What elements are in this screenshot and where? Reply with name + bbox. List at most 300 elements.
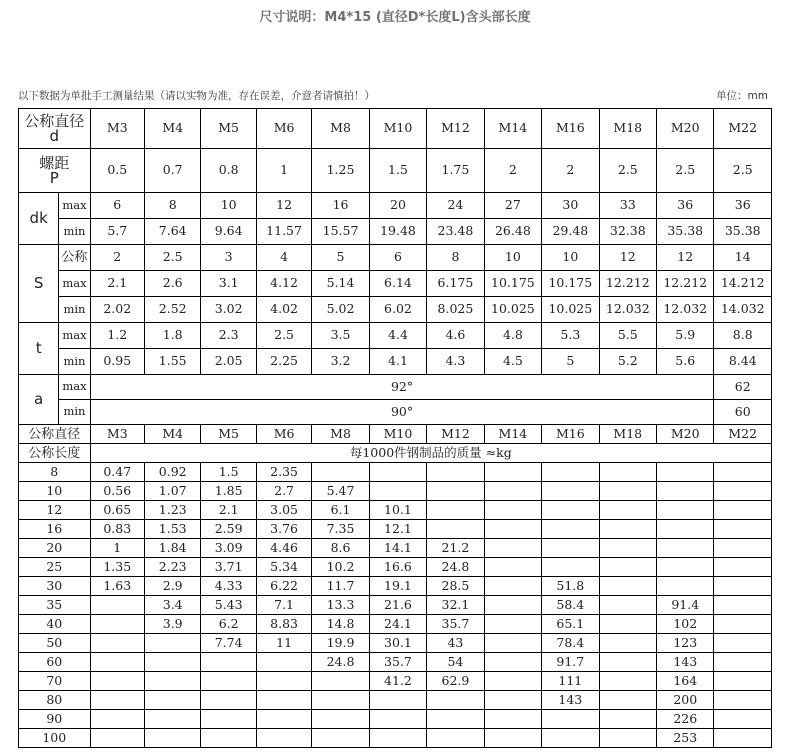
size-header: M3	[90, 109, 144, 149]
mass-value	[542, 710, 599, 729]
mass-value: 4.33	[201, 577, 256, 596]
dk-min-value: 26.48	[484, 219, 541, 245]
label-nominal-diameter	[19, 109, 91, 149]
mass-value	[90, 615, 144, 634]
s-nominal-value: 3	[201, 245, 256, 271]
length-value: 70	[19, 672, 91, 691]
mass-value	[201, 710, 256, 729]
label-dk: dk	[19, 193, 59, 245]
mass-value: 28.5	[427, 577, 484, 596]
mass-value: 21.6	[369, 596, 426, 615]
label-line: 公称直径	[24, 111, 85, 130]
mass-value	[256, 729, 311, 748]
size-header: M10	[369, 109, 426, 149]
label-line: 螺距	[39, 153, 70, 172]
mass-value	[599, 539, 656, 558]
mass-value	[484, 710, 541, 729]
mass-value	[714, 463, 772, 482]
dk-max-value: 12	[256, 193, 311, 219]
s-nominal-value: 14	[714, 245, 772, 271]
mass-value: 4.46	[256, 539, 311, 558]
mass-value: 6.22	[256, 577, 311, 596]
mass-value	[484, 463, 541, 482]
t-max-value: 1.8	[144, 323, 200, 349]
mass-value	[256, 710, 311, 729]
mass-value: 6.2	[201, 615, 256, 634]
size-header: M10	[369, 425, 426, 444]
t-min-value: 4.1	[369, 349, 426, 375]
table-row	[19, 672, 772, 691]
pitch-value: 2	[484, 149, 541, 193]
label-line: d	[49, 126, 60, 145]
t-max-value: 4.6	[427, 323, 484, 349]
length-value: 10	[19, 482, 91, 501]
s-min-value: 8.025	[427, 297, 484, 323]
t-min-value: 1.55	[144, 349, 200, 375]
dk-max-value: 24	[427, 193, 484, 219]
mass-value: 253	[657, 729, 714, 748]
mass-value	[484, 596, 541, 615]
t-min-value: 2.05	[201, 349, 256, 375]
mass-value: 14.1	[369, 539, 426, 558]
mass-value: 8.6	[312, 539, 369, 558]
mass-value	[714, 539, 772, 558]
mass-value	[714, 520, 772, 539]
length-value: 35	[19, 596, 91, 615]
t-min-value: 2.25	[256, 349, 311, 375]
s-max-value: 6.175	[427, 271, 484, 297]
mass-value	[312, 691, 369, 710]
mass-value	[599, 596, 656, 615]
mass-value	[369, 729, 426, 748]
s-nominal-value: 12	[657, 245, 714, 271]
mass-value: 7.35	[312, 520, 369, 539]
mass-value: 24.1	[369, 615, 426, 634]
mass-value: 2.59	[201, 520, 256, 539]
mass-value: 65.1	[542, 615, 599, 634]
mass-value: 11.7	[312, 577, 369, 596]
mass-value: 32.1	[427, 596, 484, 615]
mass-value	[599, 672, 656, 691]
pitch-value: 1.75	[427, 149, 484, 193]
mass-value	[714, 577, 772, 596]
mass-value: 91.4	[657, 596, 714, 615]
mass-value	[427, 482, 484, 501]
s-min-value: 3.02	[201, 297, 256, 323]
dk-min-value: 35.38	[657, 219, 714, 245]
mass-value	[657, 463, 714, 482]
mass-value: 1.84	[144, 539, 200, 558]
mass-value	[144, 653, 200, 672]
s-min-value: 4.02	[256, 297, 311, 323]
pitch-value: 2.5	[599, 149, 656, 193]
length-value: 100	[19, 729, 91, 748]
size-header: M8	[312, 425, 369, 444]
s-nominal-value: 5	[312, 245, 369, 271]
pitch-value: 2	[542, 149, 599, 193]
dk-max-value: 30	[542, 193, 599, 219]
table-row	[19, 149, 772, 193]
disclaimer-note: 以下数据为单批手工测量结果（请以实物为准，存在误差，介意者请慎拍！）	[18, 90, 375, 102]
mass-value: 7.1	[256, 596, 311, 615]
mass-value	[256, 672, 311, 691]
mass-value: 78.4	[542, 634, 599, 653]
mass-value: 35.7	[369, 653, 426, 672]
a-min-value: 60	[714, 400, 772, 425]
table-row	[19, 297, 772, 323]
mass-value: 1.35	[90, 558, 144, 577]
label-max: max	[59, 323, 90, 349]
pitch-value: 2.5	[657, 149, 714, 193]
label-max: max	[59, 375, 90, 400]
mass-value: 3.09	[201, 539, 256, 558]
mass-value: 3.71	[201, 558, 256, 577]
s-max-value: 10.175	[484, 271, 541, 297]
mass-value	[484, 558, 541, 577]
mass-value: 8.83	[256, 615, 311, 634]
mass-value	[369, 691, 426, 710]
dk-min-value: 35.38	[714, 219, 772, 245]
s-min-value: 12.032	[657, 297, 714, 323]
mass-value: 3.05	[256, 501, 311, 520]
table-row	[19, 710, 772, 729]
label-t: t	[19, 323, 59, 375]
s-nominal-value: 4	[256, 245, 311, 271]
mass-value	[369, 463, 426, 482]
mass-value	[542, 558, 599, 577]
size-header: M18	[599, 425, 656, 444]
table-row	[19, 444, 772, 463]
table-row	[19, 539, 772, 558]
t-max-value: 1.2	[90, 323, 144, 349]
t-max-value: 4.4	[369, 323, 426, 349]
mass-value	[714, 501, 772, 520]
mass-value	[144, 672, 200, 691]
mass-value	[427, 501, 484, 520]
mass-value	[714, 634, 772, 653]
page-title: 尺寸说明：M4*15 (直径D*长度L)含头部长度	[259, 10, 531, 25]
mass-value	[144, 729, 200, 748]
length-value: 12	[19, 501, 91, 520]
mass-value	[542, 501, 599, 520]
mass-value	[90, 710, 144, 729]
t-max-value: 5.5	[599, 323, 656, 349]
mass-value	[90, 691, 144, 710]
mass-value	[714, 710, 772, 729]
s-max-value: 2.1	[90, 271, 144, 297]
mass-value: 0.65	[90, 501, 144, 520]
mass-value	[657, 577, 714, 596]
mass-value	[90, 596, 144, 615]
table-row	[19, 271, 772, 297]
table-row	[19, 596, 772, 615]
label-min: min	[59, 219, 90, 245]
size-header: M20	[657, 109, 714, 149]
mass-value	[201, 653, 256, 672]
mass-value: 3.9	[144, 615, 200, 634]
s-nominal-value: 10	[542, 245, 599, 271]
table-row	[19, 375, 772, 400]
length-value: 8	[19, 463, 91, 482]
mass-value	[714, 729, 772, 748]
mass-value: 2.35	[256, 463, 311, 482]
size-header: M12	[427, 425, 484, 444]
length-value: 30	[19, 577, 91, 596]
pitch-value: 2.5	[714, 149, 772, 193]
mass-value	[484, 501, 541, 520]
mass-value: 111	[542, 672, 599, 691]
t-min-value: 0.95	[90, 349, 144, 375]
label-min: min	[59, 297, 90, 323]
t-min-value: 4.3	[427, 349, 484, 375]
mass-value	[599, 463, 656, 482]
pitch-value: 0.7	[144, 149, 200, 193]
mass-value	[714, 691, 772, 710]
mass-value	[714, 653, 772, 672]
mass-value	[312, 672, 369, 691]
mass-value	[542, 482, 599, 501]
mass-value: 43	[427, 634, 484, 653]
mass-value	[542, 463, 599, 482]
mass-value	[599, 615, 656, 634]
pitch-value: 0.8	[201, 149, 256, 193]
s-max-value: 4.12	[256, 271, 311, 297]
dk-max-value: 6	[90, 193, 144, 219]
mass-value: 12.1	[369, 520, 426, 539]
dk-max-value: 27	[484, 193, 541, 219]
mass-value	[427, 729, 484, 748]
mass-value: 1.5	[201, 463, 256, 482]
mass-value	[714, 672, 772, 691]
mass-value	[599, 691, 656, 710]
mass-value: 143	[657, 653, 714, 672]
s-min-value: 14.032	[714, 297, 772, 323]
mass-value	[312, 729, 369, 748]
mass-value	[144, 634, 200, 653]
table-row	[19, 193, 772, 219]
a-max-value: 92°	[90, 375, 714, 400]
mass-value: 5.43	[201, 596, 256, 615]
s-max-value: 5.14	[312, 271, 369, 297]
mass-value: 164	[657, 672, 714, 691]
dk-max-value: 36	[657, 193, 714, 219]
mass-value	[427, 691, 484, 710]
mass-value: 123	[657, 634, 714, 653]
s-max-value: 3.1	[201, 271, 256, 297]
size-header: M18	[599, 109, 656, 149]
mass-value: 1.23	[144, 501, 200, 520]
length-value: 20	[19, 539, 91, 558]
s-max-value: 12.212	[599, 271, 656, 297]
mass-value: 1.53	[144, 520, 200, 539]
mass-value	[542, 520, 599, 539]
mass-value	[484, 634, 541, 653]
mass-value	[484, 482, 541, 501]
dk-min-value: 7.64	[144, 219, 200, 245]
dk-min-value: 19.48	[369, 219, 426, 245]
mass-value: 6.1	[312, 501, 369, 520]
mass-value: 58.4	[542, 596, 599, 615]
label-min: min	[59, 400, 90, 425]
mass-value: 62.9	[427, 672, 484, 691]
mass-value: 226	[657, 710, 714, 729]
s-min-value: 10.025	[542, 297, 599, 323]
pitch-value: 0.5	[90, 149, 144, 193]
mass-value	[484, 615, 541, 634]
t-max-value: 3.5	[312, 323, 369, 349]
s-min-value: 12.032	[599, 297, 656, 323]
pitch-value: 1.5	[369, 149, 426, 193]
mass-value	[256, 691, 311, 710]
mass-value: 0.47	[90, 463, 144, 482]
size-header: M14	[484, 425, 541, 444]
mass-value	[369, 482, 426, 501]
label-a: a	[19, 375, 59, 425]
mass-value: 0.83	[90, 520, 144, 539]
length-value: 60	[19, 653, 91, 672]
label-line: P	[49, 168, 59, 187]
mass-value	[484, 729, 541, 748]
s-max-value: 10.175	[542, 271, 599, 297]
mass-value: 35.7	[427, 615, 484, 634]
dk-max-value: 8	[144, 193, 200, 219]
mass-value: 30.1	[369, 634, 426, 653]
mass-value: 7.74	[201, 634, 256, 653]
size-header: M6	[256, 425, 311, 444]
label-pitch	[19, 149, 91, 193]
mass-value	[484, 539, 541, 558]
mass-value	[542, 729, 599, 748]
table-row	[19, 501, 772, 520]
mass-value	[657, 520, 714, 539]
length-value: 16	[19, 520, 91, 539]
mass-value: 54	[427, 653, 484, 672]
size-header: M5	[201, 425, 256, 444]
a-max-value: 62	[714, 375, 772, 400]
size-header: M20	[657, 425, 714, 444]
table-row	[19, 400, 772, 425]
length-value: 40	[19, 615, 91, 634]
pitch-value: 1.25	[312, 149, 369, 193]
dk-max-value: 10	[201, 193, 256, 219]
mass-value: 2.7	[256, 482, 311, 501]
size-header: M4	[144, 425, 200, 444]
length-value: 80	[19, 691, 91, 710]
table-row	[19, 520, 772, 539]
mass-value: 13.3	[312, 596, 369, 615]
mass-value: 24.8	[427, 558, 484, 577]
mass-value	[256, 653, 311, 672]
label-nominal-length: 公称长度	[19, 444, 91, 463]
s-min-value: 5.02	[312, 297, 369, 323]
mass-value: 5.47	[312, 482, 369, 501]
mass-value	[484, 691, 541, 710]
mass-value: 14.8	[312, 615, 369, 634]
dk-min-value: 15.57	[312, 219, 369, 245]
mass-value: 10.2	[312, 558, 369, 577]
spec-table	[18, 108, 772, 748]
table-row	[19, 109, 772, 149]
mass-value	[599, 577, 656, 596]
length-value: 90	[19, 710, 91, 729]
s-min-value: 2.52	[144, 297, 200, 323]
dk-max-value: 20	[369, 193, 426, 219]
mass-value: 3.4	[144, 596, 200, 615]
table-row	[19, 558, 772, 577]
table-row	[19, 219, 772, 245]
table-row	[19, 729, 772, 748]
mass-value	[599, 558, 656, 577]
mass-value: 3.76	[256, 520, 311, 539]
mass-value: 24.8	[312, 653, 369, 672]
mass-value	[484, 577, 541, 596]
s-max-value: 2.6	[144, 271, 200, 297]
mass-value	[599, 710, 656, 729]
s-max-value: 14.212	[714, 271, 772, 297]
table-row	[19, 691, 772, 710]
table-row	[19, 482, 772, 501]
label-nominal-diameter: 公称直径	[19, 425, 91, 444]
t-min-value: 5.6	[657, 349, 714, 375]
mass-value: 51.8	[542, 577, 599, 596]
size-header: M14	[484, 109, 541, 149]
mass-value	[201, 729, 256, 748]
length-value: 50	[19, 634, 91, 653]
s-min-value: 6.02	[369, 297, 426, 323]
s-min-value: 2.02	[90, 297, 144, 323]
a-min-value: 90°	[90, 400, 714, 425]
t-max-value: 5.3	[542, 323, 599, 349]
size-header: M5	[201, 109, 256, 149]
mass-value	[714, 596, 772, 615]
table-row	[19, 615, 772, 634]
mass-value: 102	[657, 615, 714, 634]
mass-value	[144, 710, 200, 729]
dk-max-value: 33	[599, 193, 656, 219]
mass-value: 2.1	[201, 501, 256, 520]
dk-min-value: 5.7	[90, 219, 144, 245]
label-max: max	[59, 193, 90, 219]
s-max-value: 12.212	[657, 271, 714, 297]
s-nominal-value: 2	[90, 245, 144, 271]
size-header: M3	[90, 425, 144, 444]
mass-value	[714, 482, 772, 501]
t-min-value: 3.2	[312, 349, 369, 375]
mass-value: 11	[256, 634, 311, 653]
size-header: M16	[542, 425, 599, 444]
s-nominal-value: 2.5	[144, 245, 200, 271]
dk-min-value: 11.57	[256, 219, 311, 245]
mass-value	[312, 710, 369, 729]
mass-value	[427, 463, 484, 482]
mass-value: 19.1	[369, 577, 426, 596]
mass-value: 2.9	[144, 577, 200, 596]
table-row	[19, 245, 772, 271]
label-min: min	[59, 349, 90, 375]
mass-value	[201, 672, 256, 691]
mass-value	[90, 653, 144, 672]
mass-value: 2.23	[144, 558, 200, 577]
t-min-value: 4.5	[484, 349, 541, 375]
mass-value	[714, 558, 772, 577]
s-nominal-value: 10	[484, 245, 541, 271]
mass-value	[144, 691, 200, 710]
t-max-value: 2.5	[256, 323, 311, 349]
mass-value: 1	[90, 539, 144, 558]
mass-value: 143	[542, 691, 599, 710]
mass-value: 200	[657, 691, 714, 710]
s-nominal-value: 6	[369, 245, 426, 271]
